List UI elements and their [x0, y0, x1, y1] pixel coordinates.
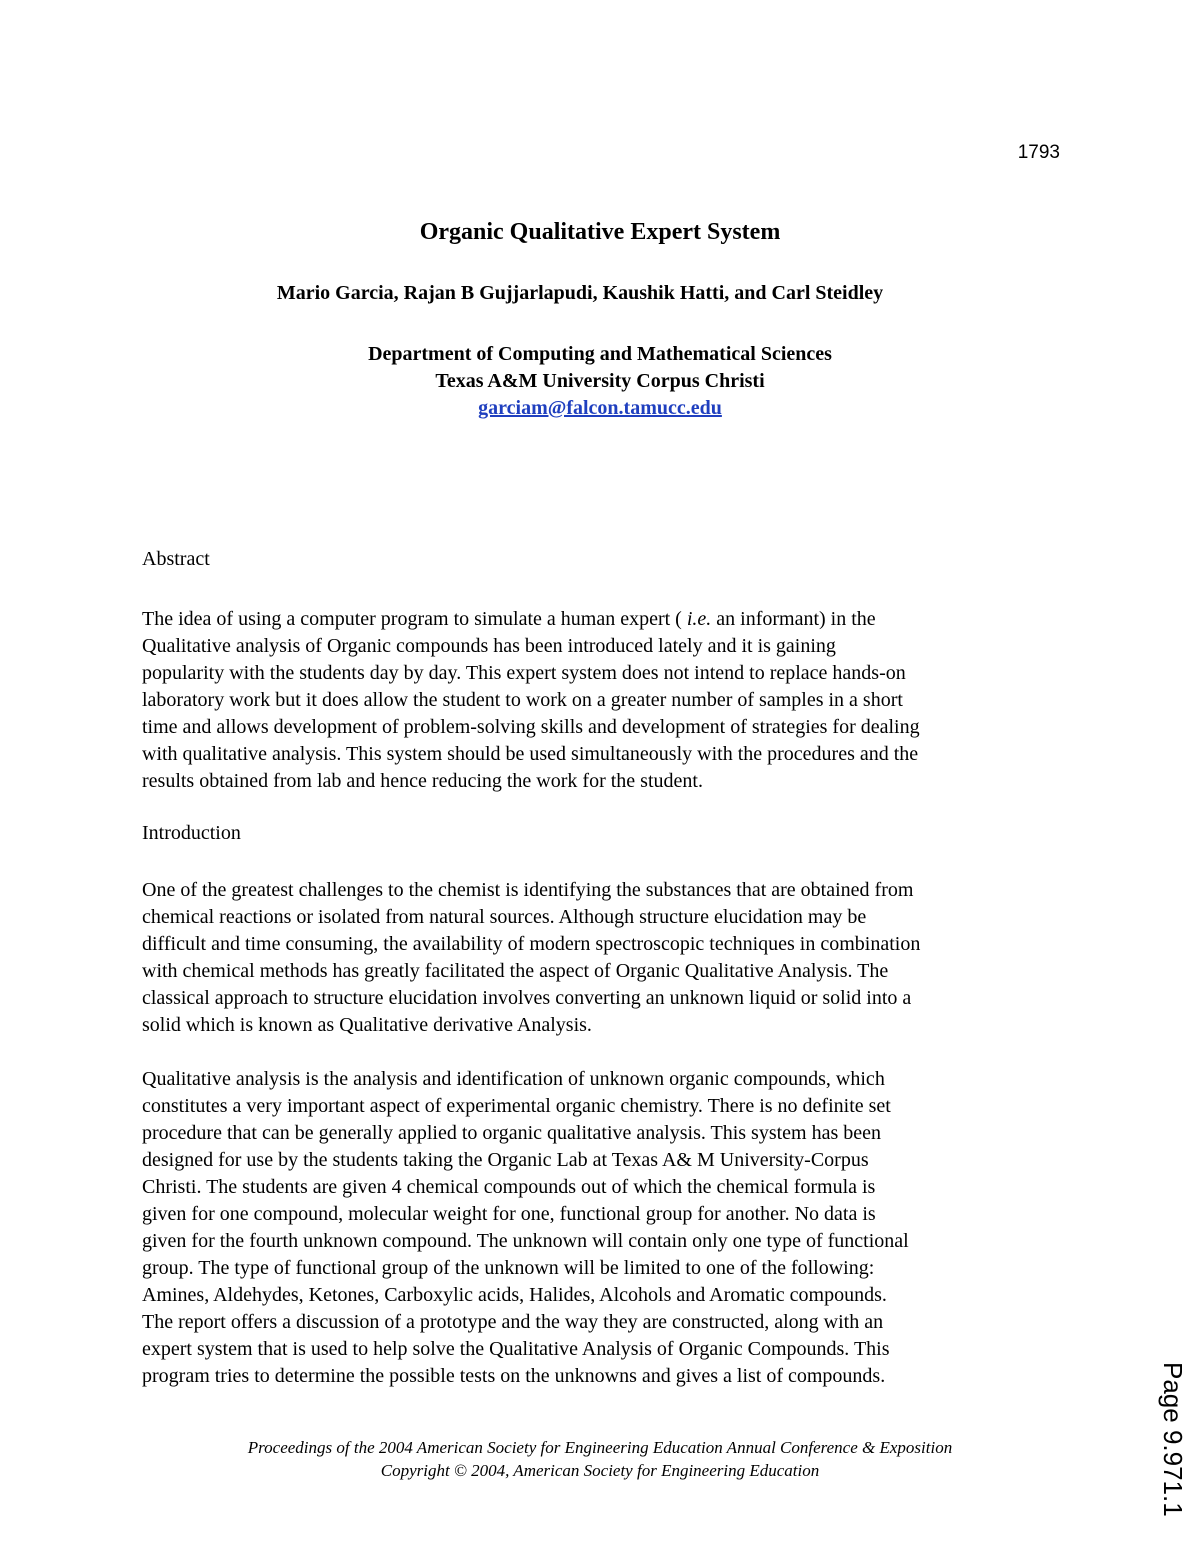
abstract-heading: Abstract — [142, 548, 210, 570]
university-name: Texas A&M University Corpus Christi — [435, 370, 765, 392]
text-line: procedure that can be generally applied to organic qualitative analysis. This system has been — [142, 1122, 882, 1144]
text-line: chemical reactions or isolated from natural sources. Although structure elucidation may be — [142, 906, 867, 928]
text-line: popularity with the students day by day. This expert system does not intend to replace hands-on — [142, 662, 906, 684]
text-line: The report offers a discussion of a prototype and the way they are constructed, along with an — [142, 1311, 884, 1333]
introduction-paragraph-2 — [142, 1066, 1072, 1390]
paper-title: Organic Qualitative Expert System — [419, 219, 781, 245]
text-line: difficult and time consuming, the availability of modern spectroscopic techniques in combination — [142, 933, 921, 955]
text-line: Amines, Aldehydes, Ketones, Carboxylic acids, Halides, Alcohols and Aromatic compounds. — [142, 1284, 887, 1306]
page-footer — [0, 1436, 1200, 1482]
text-line: expert system that is used to help solve the Qualitative Analysis of Organic Compounds. This — [142, 1338, 890, 1360]
affiliation-block — [0, 341, 1200, 422]
page-number: 1793 — [1017, 142, 1060, 163]
proceedings-citation: Proceedings of the 2004 American Society for Engineering Education Annual Conference & Exposition — [247, 1438, 953, 1457]
introduction-heading: Introduction — [142, 822, 241, 844]
text-line: program tries to determine the possible tests on the unknowns and gives a list of compounds. — [142, 1365, 886, 1387]
side-page-label-text: Page 9.971.1 — [1158, 1362, 1188, 1517]
copyright-notice: Copyright © 2004, American Society for Engineering Education — [380, 1461, 820, 1480]
text-line: with chemical methods has greatly facilitated the aspect of Organic Qualitative Analysis. The — [142, 960, 889, 982]
abstract-paragraph — [142, 606, 1072, 795]
text-line: Christi. The students are given 4 chemical compounds out of which the chemical formula is — [142, 1176, 876, 1198]
text-line: Qualitative analysis of Organic compounds has been introduced lately and it is gaining — [142, 635, 836, 657]
side-page-label — [1142, 1362, 1192, 1522]
text-line: classical approach to structure elucidation involves converting an unknown liquid or solid into a — [142, 987, 912, 1009]
text-line: laboratory work but it does allow the student to work on a greater number of samples in a short — [142, 689, 903, 711]
text-line: given for the fourth unknown compound. The unknown will contain only one type of functional — [142, 1230, 909, 1252]
text-line: Qualitative analysis is the analysis and identification of unknown organic compounds, which — [142, 1068, 885, 1090]
text-line: constitutes a very important aspect of experimental organic chemistry. There is no definite set — [142, 1095, 891, 1117]
text-line: The idea of using a computer program to simulate a human expert ( i.e. an informant) in the — [142, 608, 876, 630]
text-line: group. The type of functional group of the unknown will be limited to one of the following: — [142, 1257, 875, 1279]
paper-authors: Mario Garcia, Rajan B Gujjarlapudi, Kaushik Hatti, and Carl Steidley — [276, 282, 884, 304]
text-line: solid which is known as Qualitative derivative Analysis. — [142, 1014, 592, 1036]
author-email-link[interactable]: garciam@falcon.tamucc.edu — [478, 397, 722, 419]
text-line: with qualitative analysis. This system should be used simultaneously with the procedures and the — [142, 743, 919, 765]
text-line: results obtained from lab and hence reducing the work for the student. — [142, 770, 703, 792]
text-line: designed for use by the students taking the Organic Lab at Texas A& M University-Corpus — [142, 1149, 869, 1171]
text-line: One of the greatest challenges to the chemist is identifying the substances that are obtained from — [142, 879, 914, 901]
text-line: given for one compound, molecular weight for one, functional group for another. No data is — [142, 1203, 876, 1225]
text-line: time and allows development of problem-solving skills and development of strategies for dealing — [142, 716, 920, 738]
department-name: Department of Computing and Mathematical Sciences — [368, 343, 832, 365]
introduction-paragraph-1 — [142, 877, 1072, 1039]
